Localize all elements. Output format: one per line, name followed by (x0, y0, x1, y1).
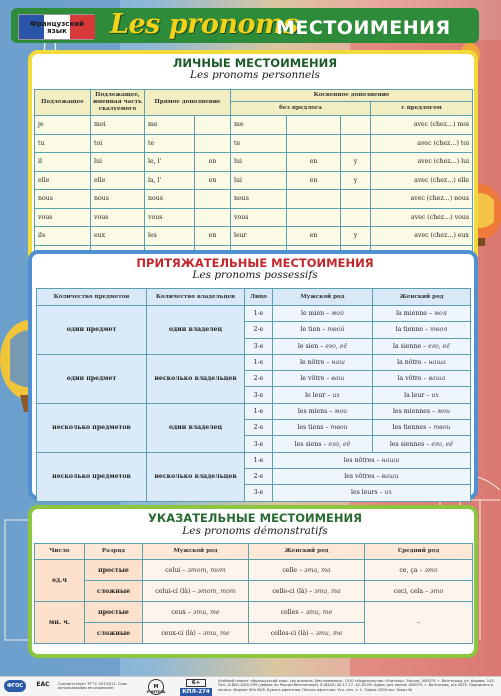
pronoun: les vôtres (344, 473, 375, 481)
possessive-row (37, 452, 471, 468)
masc-form-cell (273, 403, 373, 419)
translation: – наша (423, 359, 446, 367)
type-cell: простые (85, 602, 143, 623)
pronoun: les tiennes (392, 424, 427, 432)
fem-form-cell (373, 436, 471, 452)
table-cell (287, 190, 341, 209)
person-cell: 3-е (245, 338, 273, 354)
age-rating: 6+ (186, 679, 206, 687)
person-cell: 3-е (245, 387, 273, 403)
pronoun: les siens (294, 440, 322, 448)
table-cell: ils (35, 227, 91, 246)
demonstrative-row (35, 581, 473, 602)
fem-form-cell (249, 581, 365, 602)
translation: – твои (325, 424, 348, 432)
fem-form-cell (373, 354, 471, 370)
table-cell (195, 190, 231, 209)
person-cell: 1-е (245, 452, 273, 468)
person-cell: 3-е (245, 485, 273, 501)
neut-form-cell: – (365, 602, 473, 644)
masc-form-cell (273, 387, 373, 403)
cert-text: Соответствует ТР ТС 007/2011. Срок использования не ограничен. (58, 682, 128, 691)
masc-form-cell (273, 306, 373, 322)
masc-form-cell (143, 623, 249, 644)
person-cell: 1-е (245, 306, 273, 322)
pronoun: les leurs (350, 489, 378, 497)
table-cell (195, 208, 231, 227)
translation: – это (419, 566, 438, 574)
possessive-row (37, 354, 471, 370)
neut-form-cell (365, 560, 473, 581)
pronoun: la tienne (395, 326, 424, 334)
eac-mark: EAC (36, 681, 50, 688)
pronoun: les siennes (389, 440, 425, 448)
table-cell: nous (145, 190, 195, 209)
table-cell (341, 190, 371, 209)
translation: – его, её (426, 440, 454, 448)
translation: – его, её (320, 342, 348, 350)
fem-form-cell (373, 387, 471, 403)
pronoun: celles-ci (là) (270, 629, 309, 637)
translation: – наши (376, 456, 400, 464)
table-cell: vous (145, 208, 195, 227)
personal-row (35, 227, 473, 246)
table-cell: eux (91, 227, 145, 246)
table-cell: avec (chez…) lui (371, 153, 473, 172)
table-cell: avec (chez…) moi (371, 116, 473, 135)
demonstrative-row (35, 602, 473, 623)
owners-cell: несколько владельцев (147, 354, 245, 403)
personal-header-with-prep: с предлогом (371, 102, 473, 116)
pronoun: le tien (300, 326, 321, 334)
possessive-subtitle: Les pronoms possessifs (192, 269, 318, 281)
personal-row (35, 116, 473, 135)
possessive-header-masc: Мужской род (273, 289, 373, 306)
translation: – его, её (323, 440, 351, 448)
personal-row (35, 208, 473, 227)
possessive-row (37, 306, 471, 322)
fem-form-cell (249, 623, 365, 644)
person-cell: 2-е (245, 371, 273, 387)
table-cell: te (231, 134, 287, 153)
common-form-cell (273, 468, 471, 484)
translation: – этот, тот (192, 587, 236, 595)
type-cell: сложные (85, 623, 143, 644)
personal-header-direct: Прямое дополнение (145, 90, 231, 116)
table-cell: leur (231, 227, 287, 246)
table-cell: nous (35, 190, 91, 209)
masc-form-cell (143, 581, 249, 602)
masc-form-cell (273, 338, 373, 354)
possessive-header-objects: Количество предметов (37, 289, 147, 306)
pronoun: la vôtre (397, 375, 422, 383)
table-cell: en (195, 153, 231, 172)
person-cell: 3-е (245, 436, 273, 452)
fem-form-cell (373, 420, 471, 436)
demonstrative-header-type: Разряд (85, 544, 143, 560)
personal-subtitle: Les pronoms personnels (190, 69, 320, 81)
table-cell: vous (35, 208, 91, 227)
pronoun: le sien (297, 342, 319, 350)
person-cell: 1-е (245, 403, 273, 419)
table-cell (341, 116, 371, 135)
fem-form-cell (373, 371, 471, 387)
table-cell: lui (91, 153, 145, 172)
table-cell: toi (91, 134, 145, 153)
table-cell: me (145, 116, 195, 135)
table-cell: avec (chez…) nous (371, 190, 473, 209)
demonstrative-subtitle: Les pronoms démonstratifs (182, 525, 328, 537)
translation: – мои (329, 407, 348, 415)
translation: – мой (326, 310, 344, 318)
masc-form-cell (273, 354, 373, 370)
table-cell: avec (chez…) elle (371, 171, 473, 190)
type-cell: простые (85, 560, 143, 581)
table-cell: avec (chez…) eux (371, 227, 473, 246)
pronoun: la nôtre (397, 359, 422, 367)
personal-header-indirect: Косвенное дополнение (231, 90, 473, 102)
pronoun: celui-ci (là) (155, 587, 191, 595)
table-cell (195, 134, 231, 153)
publisher-logo-icon: M (148, 679, 164, 695)
table-cell: y (341, 153, 371, 172)
language-badge (18, 14, 94, 40)
table-cell: lui (231, 171, 287, 190)
masc-form-cell (143, 560, 249, 581)
person-cell: 1-е (245, 354, 273, 370)
demonstrative-title: УКАЗАТЕЛЬНЫЕ МЕСТОИМЕНИЯ (147, 511, 363, 525)
pronoun: le leur (305, 391, 326, 399)
fem-form-cell (373, 403, 471, 419)
masc-form-cell (273, 436, 373, 452)
pronoun: celle (282, 566, 298, 574)
demonstrative-table (34, 543, 473, 644)
pronoun: la leur (404, 391, 425, 399)
table-cell: y (341, 171, 371, 190)
table-cell: elle (35, 171, 91, 190)
translation: – их (426, 391, 439, 399)
title-fr: Les pronoms (110, 9, 298, 40)
pronoun: les miennes (393, 407, 431, 415)
person-cell: 2-е (245, 322, 273, 338)
pronoun: ceux (171, 608, 186, 616)
table-cell: nous (91, 190, 145, 209)
fem-form-cell (373, 322, 471, 338)
person-cell: 2-е (245, 420, 273, 436)
table-cell: en (195, 171, 231, 190)
fem-form-cell (249, 560, 365, 581)
pronoun: ce, ça (399, 566, 418, 574)
objects-cell: несколько предметов (37, 452, 147, 501)
translation: – моя (428, 310, 447, 318)
personal-header-subject: Подлежащее (35, 90, 91, 116)
language-badge-label: Французский язык (29, 20, 85, 35)
objects-cell: несколько предметов (37, 403, 147, 452)
translation: – эта, та (309, 587, 341, 595)
objects-cell: один предмет (37, 354, 147, 403)
table-cell: les (145, 227, 195, 246)
objects-cell: один предмет (37, 306, 147, 355)
translation: – твои (428, 424, 451, 432)
table-cell: vous (231, 208, 287, 227)
translation: – их (327, 391, 340, 399)
fem-form-cell (373, 306, 471, 322)
fgos-logo: ФГОС (4, 680, 26, 692)
translation: – ваши (376, 473, 399, 481)
table-cell (341, 134, 371, 153)
person-cell: 2-е (245, 468, 273, 484)
table-cell: je (35, 116, 91, 135)
personal-table (34, 89, 473, 264)
table-cell: moi (91, 116, 145, 135)
table-cell: tu (35, 134, 91, 153)
table-cell: me (231, 116, 287, 135)
demonstrative-header-number: Число (35, 544, 85, 560)
pronoun: le mien (301, 310, 325, 318)
owners-cell: один владелец (147, 306, 245, 355)
fem-form-cell (373, 338, 471, 354)
product-code: КПЛ-274 (180, 688, 212, 696)
number-cell: ед.ч (35, 560, 85, 602)
table-cell: elle (91, 171, 145, 190)
translation: – наш (326, 359, 346, 367)
number-cell: мн. ч. (35, 602, 85, 644)
table-cell: en (287, 227, 341, 246)
translation: – эти, те (187, 608, 220, 616)
title-ru: МЕСТОИМЕНИЯ (276, 17, 451, 39)
personal-row (35, 190, 473, 209)
masc-form-cell (273, 371, 373, 387)
type-cell: сложные (85, 581, 143, 602)
pronoun: les tiens (297, 424, 324, 432)
demonstrative-header-fem: Женский род (249, 544, 365, 560)
pronoun: celles (280, 608, 299, 616)
masc-form-cell (143, 602, 249, 623)
translation: – твоя (425, 326, 448, 334)
table-cell (341, 208, 371, 227)
demonstrative-row (35, 560, 473, 581)
personal-header-pred: Подлежащее, именная часть сказуемого (91, 90, 145, 116)
personal-row (35, 134, 473, 153)
demonstrative-header-masc: Мужской род (143, 544, 249, 560)
publisher-logo-label: УЧИТЕЛЬ (146, 690, 166, 694)
table-cell: avec (chez…) toi (371, 134, 473, 153)
common-form-cell (273, 452, 471, 468)
possessive-header-person: Лицо (245, 289, 273, 306)
table-cell: nous (231, 190, 287, 209)
pronoun: les miens (297, 407, 328, 415)
footer (0, 676, 501, 696)
demonstrative-header-neut: Средний род (365, 544, 473, 560)
translation: – ваша (423, 375, 446, 383)
personal-row (35, 171, 473, 190)
table-cell: la, l' (145, 171, 195, 190)
possessive-title: ПРИТЯЖАТЕЛЬНЫЕ МЕСТОИМЕНИЯ (136, 256, 374, 270)
translation: – его, её (423, 342, 450, 350)
pronoun: la sienne (393, 342, 422, 350)
possessive-header-fem: Женский род (373, 289, 471, 306)
possessive-row (37, 403, 471, 419)
pronoun: ceci, cela (393, 587, 424, 595)
translation: – эти, те (300, 608, 333, 616)
personal-header-no-prep: без предлога (231, 102, 371, 116)
table-cell: en (195, 227, 231, 246)
translation: – их (379, 489, 393, 497)
table-cell: te (145, 134, 195, 153)
table-cell: y (341, 227, 371, 246)
pronoun: ceux-ci (là) (161, 629, 196, 637)
pronoun: le vôtre (300, 375, 325, 383)
masc-form-cell (273, 420, 373, 436)
neut-form-cell (365, 581, 473, 602)
personal-title: ЛИЧНЫЕ МЕСТОИМЕНИЯ (172, 56, 338, 70)
table-cell: le, l' (145, 153, 195, 172)
table-cell (195, 116, 231, 135)
translation: – твой (322, 326, 345, 334)
table-cell (287, 208, 341, 227)
translation: – эта, та (299, 566, 331, 574)
masc-form-cell (273, 322, 373, 338)
translation: – этот, тот (182, 566, 226, 574)
owners-cell: несколько владельцев (147, 452, 245, 501)
table-cell: lui (231, 153, 287, 172)
table-cell (287, 134, 341, 153)
table-cell: en (287, 153, 341, 172)
owners-cell: один владелец (147, 403, 245, 452)
translation: – эти, те (197, 629, 230, 637)
personal-row (35, 153, 473, 172)
table-cell: en (287, 171, 341, 190)
pronoun: celui (165, 566, 181, 574)
pronoun: la mienne (396, 310, 427, 318)
translation: – эти, те (310, 629, 343, 637)
translation: – мои (432, 407, 450, 415)
possessive-header-owners: Количество владельцев (147, 289, 245, 306)
translation: – это (425, 587, 444, 595)
table-cell: il (35, 153, 91, 172)
translation: – ваш (326, 375, 345, 383)
pronoun: les nôtres (343, 456, 375, 464)
possessive-table (36, 288, 471, 502)
table-cell (287, 116, 341, 135)
common-form-cell (273, 485, 471, 501)
pronoun: le nôtre (299, 359, 325, 367)
table-cell: avec (chez…) vous (371, 208, 473, 227)
pronoun: celle-ci (là) (272, 587, 308, 595)
fem-form-cell (249, 602, 365, 623)
publisher-info: Учебный плакат «Французский язык. Les pronoms. Местоимения». ООО «Издательство «Учитель». Россия, 400079, г. Волгоград, ул. Кирова, 143. Тел.: 8-800-1000-299 (звонок по России бесплатный). 8 (8442) 42-17-17, 42-35-09. Адрес для писем: 400079, г. Волгоград, а/я 4025. Подписано в печать. Формат 60×90/8. Бумага офсетная. Печать офсетная. Усл. печ. л. 1. Тираж 1000 экз. Заказ № (218, 679, 495, 692)
table-cell: vous (91, 208, 145, 227)
